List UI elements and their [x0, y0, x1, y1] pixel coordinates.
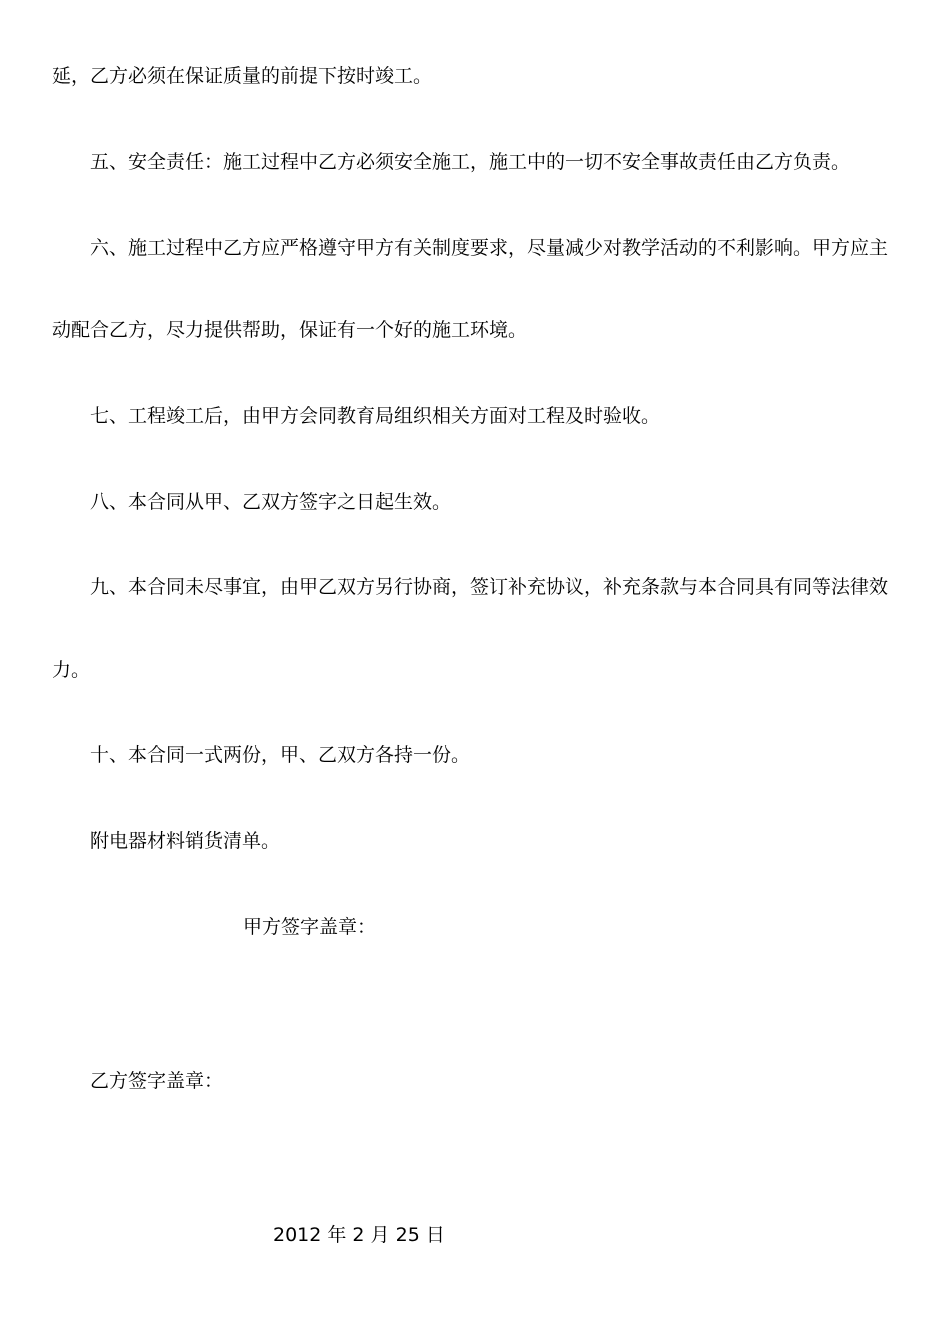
attachment-note: 附电器材料销货清单。	[90, 830, 281, 852]
clause-4-continuation: 延，乙方必须在保证质量的前提下按时竣工。	[52, 65, 433, 87]
clause-8: 八、本合同从甲、乙双方签字之日起生效。	[90, 491, 452, 513]
party-a-signature-label: 甲方签字盖章：	[243, 916, 377, 938]
clause-9-line-2: 力。	[52, 659, 91, 681]
clause-10: 十、本合同一式两份，甲、乙双方各持一份。	[90, 744, 471, 766]
clause-6-line-2: 动配合乙方，尽力提供帮助，保证有一个好的施工环境。	[52, 319, 528, 341]
clause-5: 五、安全责任：施工过程中乙方必须安全施工，施工中的一切不安全事故责任由乙方负责。	[90, 151, 851, 173]
clause-6-line-1: 六、施工过程中乙方应严格遵守甲方有关制度要求，尽量减少对教学活动的不利影响。甲方应主	[90, 237, 889, 259]
clause-9-line-1: 九、本合同未尽事宜，由甲乙双方另行协商，签订补充协议，补充条款与本合同具有同等法律效	[90, 576, 889, 598]
party-b-signature-label: 乙方签字盖章：	[90, 1070, 224, 1092]
clause-7: 七、工程竣工后，由甲方会同教育局组织相关方面对工程及时验收。	[90, 405, 661, 427]
signing-date: 2012 年 2 月 25 日	[273, 1224, 445, 1246]
